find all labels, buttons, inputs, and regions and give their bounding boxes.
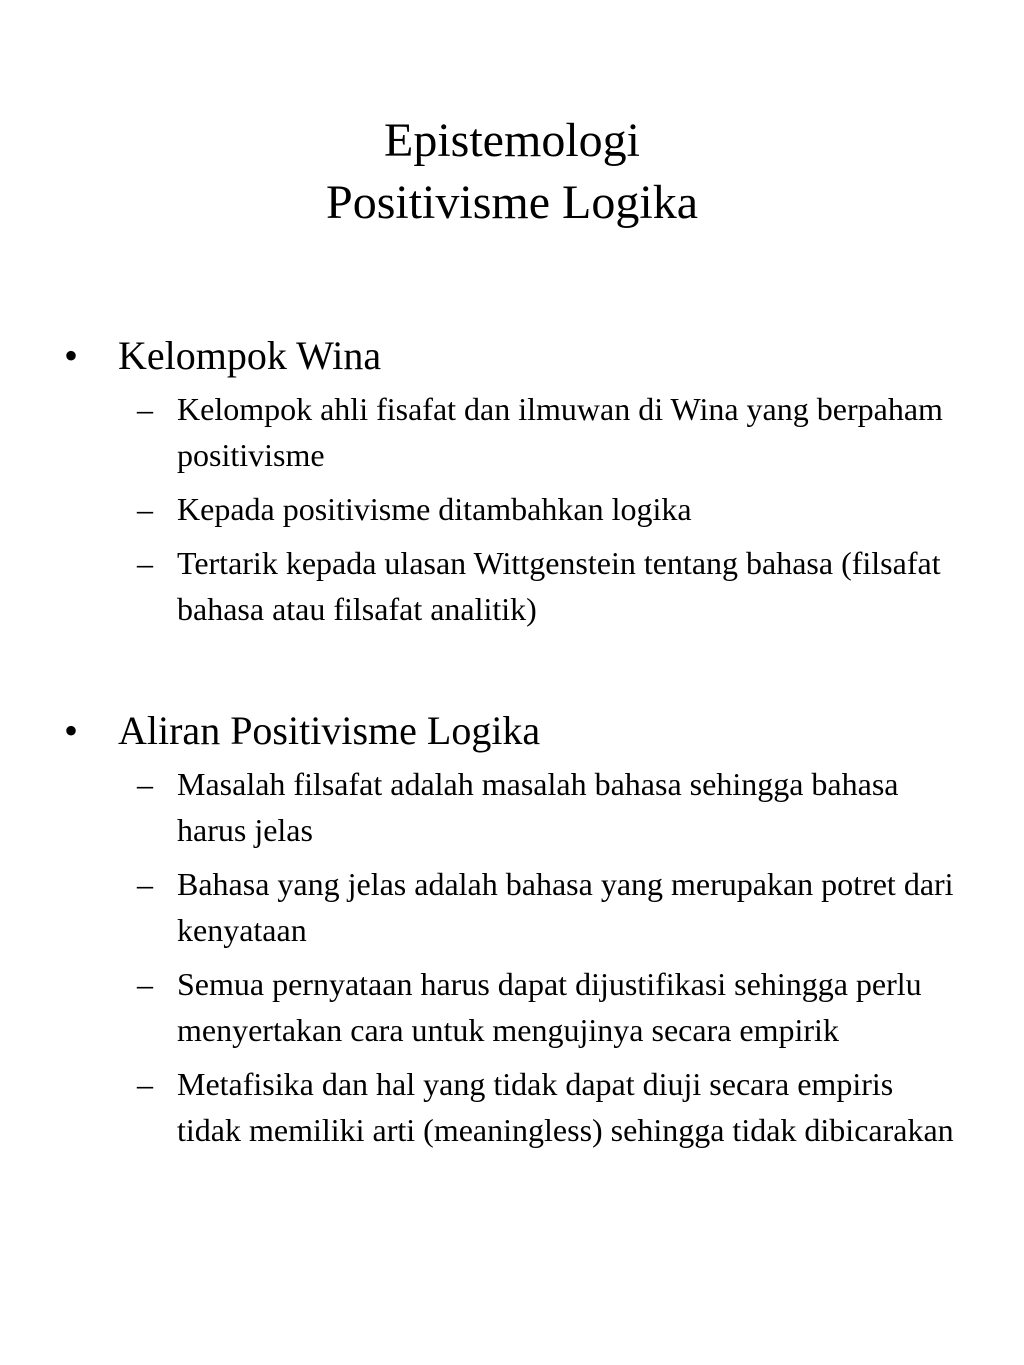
sub-item-text: Semua pernyataan harus dapat dijustifikasi sehingga perlu menyertakan cara untuk mengujinya secara empirik bbox=[177, 966, 922, 1048]
sub-item bbox=[0, 540, 1024, 632]
dash-marker: – bbox=[137, 1066, 153, 1102]
bullet-heading-text: Kelompok Wina bbox=[118, 333, 382, 378]
sub-item bbox=[0, 386, 1024, 478]
sub-item bbox=[0, 861, 1024, 953]
dash-marker: – bbox=[137, 766, 153, 802]
section-aliran-positivisme-logika bbox=[0, 705, 1024, 1161]
sub-item-text: Kelompok ahli fisafat dan ilmuwan di Wina yang berpaham positivisme bbox=[177, 391, 943, 473]
sub-item-text: Metafisika dan hal yang tidak dapat diuji secara empiris tidak memiliki arti (meaningless) sehingga tidak dibicarakan bbox=[177, 1066, 954, 1148]
sub-item bbox=[0, 761, 1024, 853]
dash-marker: – bbox=[137, 866, 153, 902]
bullet-marker: • bbox=[64, 333, 79, 378]
bullet-heading bbox=[0, 330, 1024, 382]
title-line-1: Epistemologi bbox=[384, 114, 640, 167]
dash-marker: – bbox=[137, 966, 153, 1002]
sub-item bbox=[0, 1061, 1024, 1153]
sub-item bbox=[0, 486, 1024, 532]
bullet-heading bbox=[0, 705, 1024, 757]
slide-title bbox=[0, 110, 1024, 234]
dash-marker: – bbox=[137, 391, 153, 427]
sub-item-text: Kepada positivisme ditambahkan logika bbox=[177, 491, 692, 527]
section-kelompok-wina bbox=[0, 330, 1024, 640]
sub-item bbox=[0, 961, 1024, 1053]
sub-item-text: Bahasa yang jelas adalah bahasa yang merupakan potret dari kenyataan bbox=[177, 866, 954, 948]
sub-item-text: Tertarik kepada ulasan Wittgenstein tentang bahasa (filsafat bahasa atau filsafat analitik) bbox=[177, 545, 941, 627]
dash-marker: – bbox=[137, 491, 153, 527]
sub-item-text: Masalah filsafat adalah masalah bahasa sehingga bahasa harus jelas bbox=[177, 766, 899, 848]
dash-marker: – bbox=[137, 545, 153, 581]
title-line-2: Positivisme Logika bbox=[326, 176, 698, 229]
bullet-marker: • bbox=[64, 708, 79, 753]
bullet-heading-text: Aliran Positivisme Logika bbox=[118, 708, 541, 753]
